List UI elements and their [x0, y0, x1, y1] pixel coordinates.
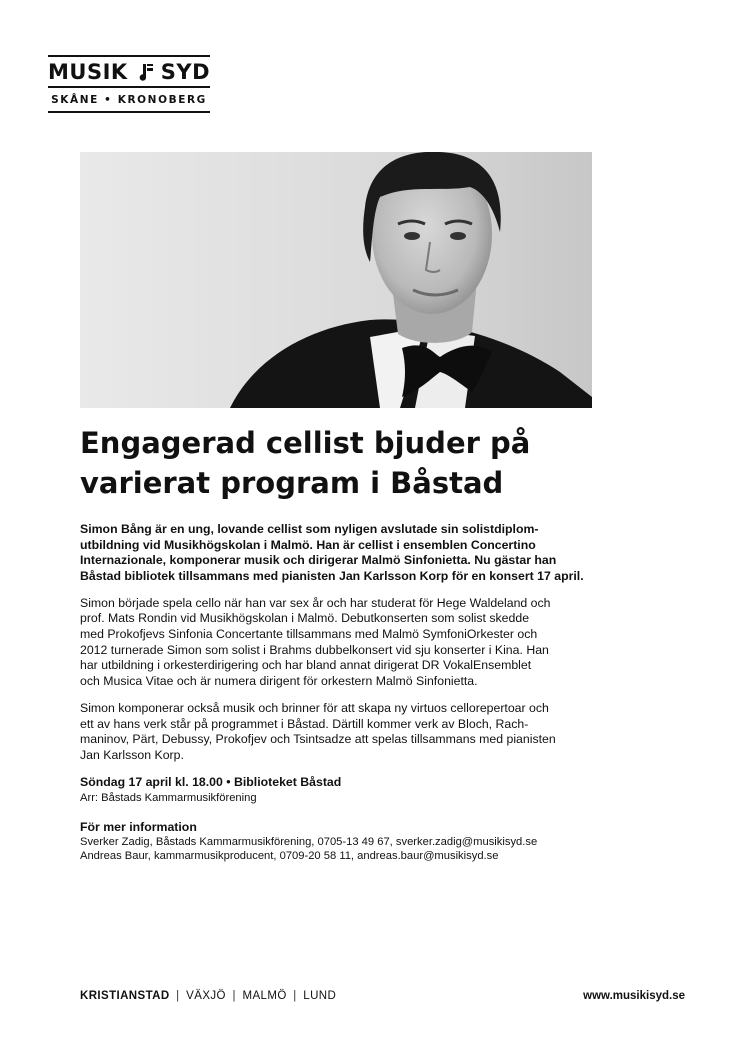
music-note-icon	[134, 62, 154, 82]
contact-line-1: Sverker Zadig, Båstads Kammarmusikförening, 0705-13 49 67, sverker.zadig@musikisyd.se	[80, 836, 538, 848]
article-body	[80, 522, 640, 875]
contact-line-2: Andreas Baur, kammarmusikproducent, 0709-20 58 11, andreas.baur@musikisyd.se	[80, 850, 499, 862]
biography-paragraph	[80, 596, 640, 690]
footer-separator: |	[232, 990, 236, 1002]
intro-line-4: Båstad bibliotek tillsammans med pianisten Jan Karlsson Korp för en konsert 17 april.	[80, 568, 584, 583]
headline-line-2: varierat program i Båstad	[80, 466, 504, 500]
program-line-3: maninov, Pärt, Debussy, Prokofjev och Tsintsadze att spelas tillsammans med pianisten	[80, 732, 556, 747]
program-paragraph	[80, 701, 640, 763]
bio-line-5: har utbildning i orkesterdirigering och har bland annat dirigerat DR VokalEnsemblet	[80, 658, 532, 673]
footer-website-link[interactable]: www.musikisyd.se	[583, 990, 685, 1002]
footer-city-lund: LUND	[303, 990, 337, 1002]
footer-city-malmo: MALMÖ	[242, 990, 287, 1002]
program-line-1: Simon komponerar också musik och brinner för att skapa ny virtuos cellorepertoar och	[80, 700, 549, 715]
logo-wordmark	[48, 57, 210, 86]
logo-subtitle: SKÅNE • KRONOBERG	[51, 94, 207, 106]
intro-line-2: utbildning vid Musikhögskolan i Malmö. Han är cellist i ensemblen Concertino	[80, 537, 536, 552]
event-block	[80, 775, 640, 806]
footer-separator: |	[176, 990, 180, 1002]
event-date-line: Söndag 17 april kl. 18.00 • Biblioteket Båstad	[80, 774, 342, 789]
event-organizer: Arr: Båstads Kammarmusikförening	[80, 792, 257, 805]
footer-city-vaxjo: VÄXJÖ	[186, 990, 226, 1002]
footer-cities	[80, 989, 336, 1003]
portrait-photo	[80, 152, 592, 408]
logo-word-left: MUSIK	[48, 60, 128, 84]
logo-bottom-rule	[48, 111, 210, 113]
intro-paragraph	[80, 522, 640, 584]
bio-line-4: 2012 turnerade Simon som solist i Brahms dubbelkonsert vid sju konserter i Kina. Han	[80, 642, 549, 657]
intro-line-3: Internazionale, komponerar musik och dirigerar Malmö Sinfonietta. Nu gästar han	[80, 553, 557, 568]
footer-city-kristianstad: KRISTIANSTAD	[80, 990, 170, 1002]
intro-line-1: Simon Bång är en ung, lovande cellist som nyligen avslutade sin solistdiplom-	[80, 522, 539, 536]
program-line-2: ett av hans verk står på programmet i Båstad. Därtill kommer verk av Bloch, Rach-	[80, 716, 529, 731]
bio-line-6: och Musica Vitae och är numera dirigent för orkestern Malmö Sinfonietta.	[80, 673, 478, 688]
logo	[48, 55, 210, 113]
headline	[80, 423, 680, 503]
logo-word-right: SYD	[160, 60, 210, 84]
headline-line-1: Engagerad cellist bjuder på	[80, 426, 531, 460]
footer-separator: |	[293, 990, 297, 1002]
contact-block	[80, 820, 640, 863]
bio-line-1: Simon började spela cello när han var sex år och har studerat för Hege Waldeland och	[80, 595, 551, 610]
bio-line-2: prof. Mats Rondin vid Musikhögskolan i Malmö. Debutkonserten som solist skedde	[80, 611, 530, 626]
bio-line-3: med Prokofjevs Sinfonia Concertante tillsammans med Malmö SymfoniOrkester och	[80, 627, 538, 642]
program-line-4: Jan Karlsson Korp.	[80, 747, 184, 762]
info-heading: För mer information	[80, 820, 197, 834]
